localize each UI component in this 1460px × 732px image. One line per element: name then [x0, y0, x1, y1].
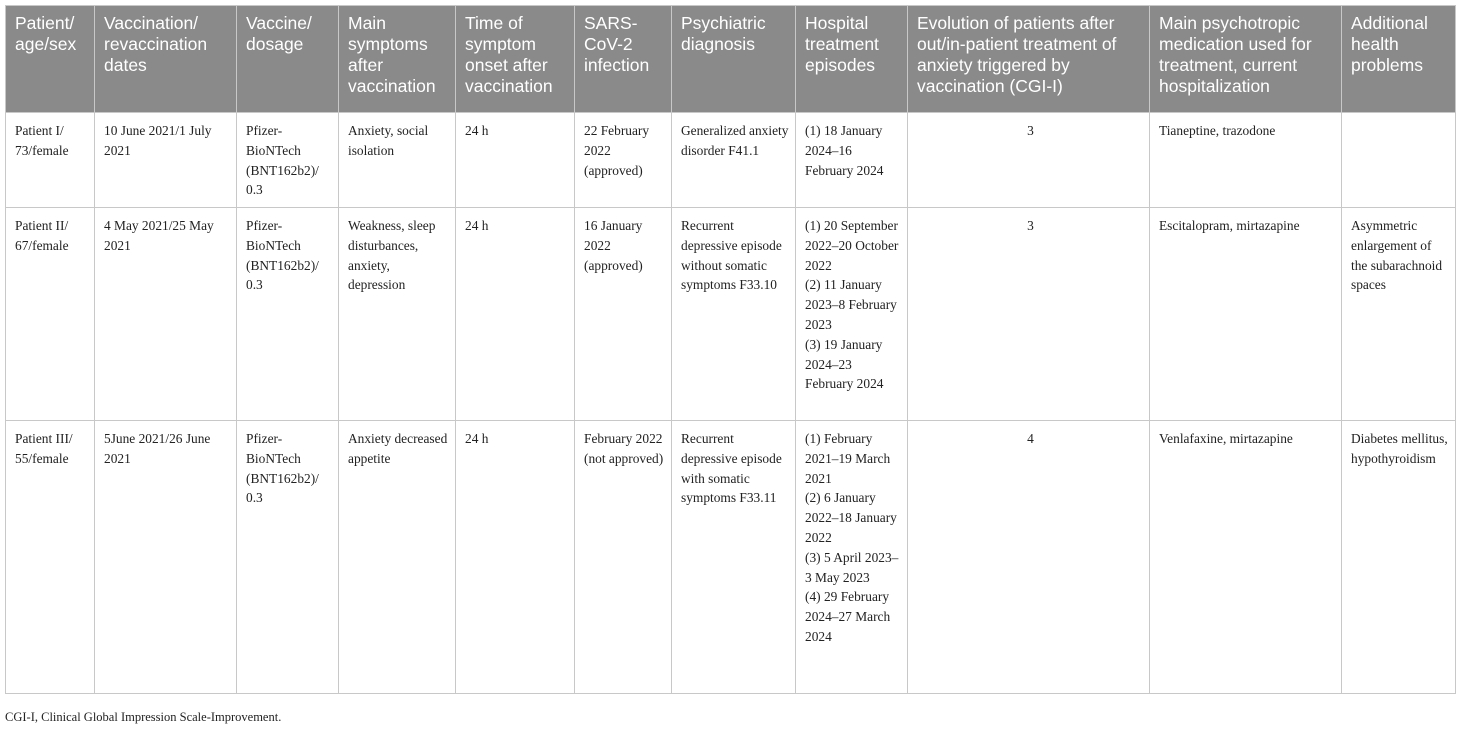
- cell-patient: Patient III/ 55/female: [6, 421, 95, 694]
- episode-item: (3) 19 January 2024–23 February 2024: [805, 336, 884, 392]
- cell-episodes: [796, 421, 908, 694]
- cell-additional: Diabetes mellitus, hypothyroidism: [1342, 421, 1456, 694]
- cell-episodes: [796, 113, 908, 208]
- cell-diagnosis: Recurrent depressive episode without somatic symptoms F33.10: [672, 208, 796, 421]
- patients-table: [5, 5, 1456, 694]
- cell-dates: 10 June 2021/1 July 2021: [95, 113, 237, 208]
- cell-diagnosis: Generalized anxiety disorder F41.1: [672, 113, 796, 208]
- header-onset-time: Time of symptom onset after vaccination: [456, 6, 575, 113]
- cell-medication: Escitalopram, mirtazapine: [1150, 208, 1342, 421]
- episode-item: (1) 18 January 2024–16 February 2024: [805, 123, 884, 178]
- cell-sars: February 2022 (not approved): [575, 421, 672, 694]
- cell-symptoms: Anxiety, social isolation: [339, 113, 456, 208]
- table-row: [6, 113, 1456, 208]
- cell-onset: 24 h: [456, 421, 575, 694]
- header-evolution-cgi: Evolution of patients after out/in-patient treatment of anxiety triggered by vaccination (CGI-I): [908, 6, 1150, 113]
- cell-symptoms: Weakness, sleep disturbances, anxiety, depression: [339, 208, 456, 421]
- header-psychiatric-diagnosis: Psychiatric diagnosis: [672, 6, 796, 113]
- cell-patient: Patient II/ 67/female: [6, 208, 95, 421]
- header-vaccine-dosage: Vaccine/ dosage: [237, 6, 339, 113]
- header-sars-cov-2: SARS-CoV-2 infection: [575, 6, 672, 113]
- cell-dates: 4 May 2021/25 May 2021: [95, 208, 237, 421]
- cell-cgi: 4: [908, 421, 1150, 694]
- cell-cgi: 3: [908, 113, 1150, 208]
- cell-vaccine: Pfizer-BioNTech (BNT162b2)/ 0.3: [237, 208, 339, 421]
- table-row: [6, 421, 1456, 694]
- cell-symptoms: Anxiety decreased appetite: [339, 421, 456, 694]
- cell-vaccine: Pfizer-BioNTech (BNT162b2)/ 0.3: [237, 421, 339, 694]
- cell-onset: 24 h: [456, 208, 575, 421]
- cell-additional: Asymmetric enlargement of the subarachnoid spaces: [1342, 208, 1456, 421]
- table-footnote: CGI-I, Clinical Global Impression Scale-Improvement.: [5, 710, 282, 724]
- cell-sars: 16 January 2022 (approved): [575, 208, 672, 421]
- cell-diagnosis: Recurrent depressive episode with somatic symptoms F33.11: [672, 421, 796, 694]
- episode-item: (1) February 2021–19 March 2021: [805, 431, 891, 486]
- cell-medication: Tianeptine, trazodone: [1150, 113, 1342, 208]
- cell-dates: 5June 2021/26 June 2021: [95, 421, 237, 694]
- episode-item: (3) 5 April 2023–3 May 2023: [805, 549, 899, 585]
- header-patient: Patient/ age/sex: [6, 6, 95, 113]
- cell-additional: [1342, 113, 1456, 208]
- episode-item: (2) 11 January 2023–8 February 2023: [805, 277, 897, 332]
- episode-item: (4) 29 February 2024–27 March 2024: [805, 589, 891, 644]
- header-hospital-episodes: Hospital treatment episodes: [796, 6, 908, 113]
- table-row: [6, 208, 1456, 421]
- header-main-symptoms: Main symptoms after vaccination: [339, 6, 456, 113]
- cell-patient: Patient I/ 73/female: [6, 113, 95, 208]
- cell-medication: Venlafaxine, mirtazapine: [1150, 421, 1342, 694]
- cell-onset: 24 h: [456, 113, 575, 208]
- cell-sars: 22 February 2022 (approved): [575, 113, 672, 208]
- header-vaccination-dates: Vaccination/ revaccination dates: [95, 6, 237, 113]
- table-header-row: [6, 6, 1456, 113]
- cell-cgi: 3: [908, 208, 1150, 421]
- episode-item: (1) 20 September 2022–20 October 2022: [805, 218, 899, 273]
- patients-table-container: [5, 5, 1455, 694]
- cell-vaccine: Pfizer-BioNTech (BNT162b2)/ 0.3: [237, 113, 339, 208]
- episode-item: (2) 6 January 2022–18 January 2022: [805, 490, 897, 545]
- header-additional-problems: Additional health problems: [1342, 6, 1456, 113]
- header-medication: Main psychotropic medication used for treatment, current hospitalization: [1150, 6, 1342, 113]
- cell-episodes: [796, 208, 908, 421]
